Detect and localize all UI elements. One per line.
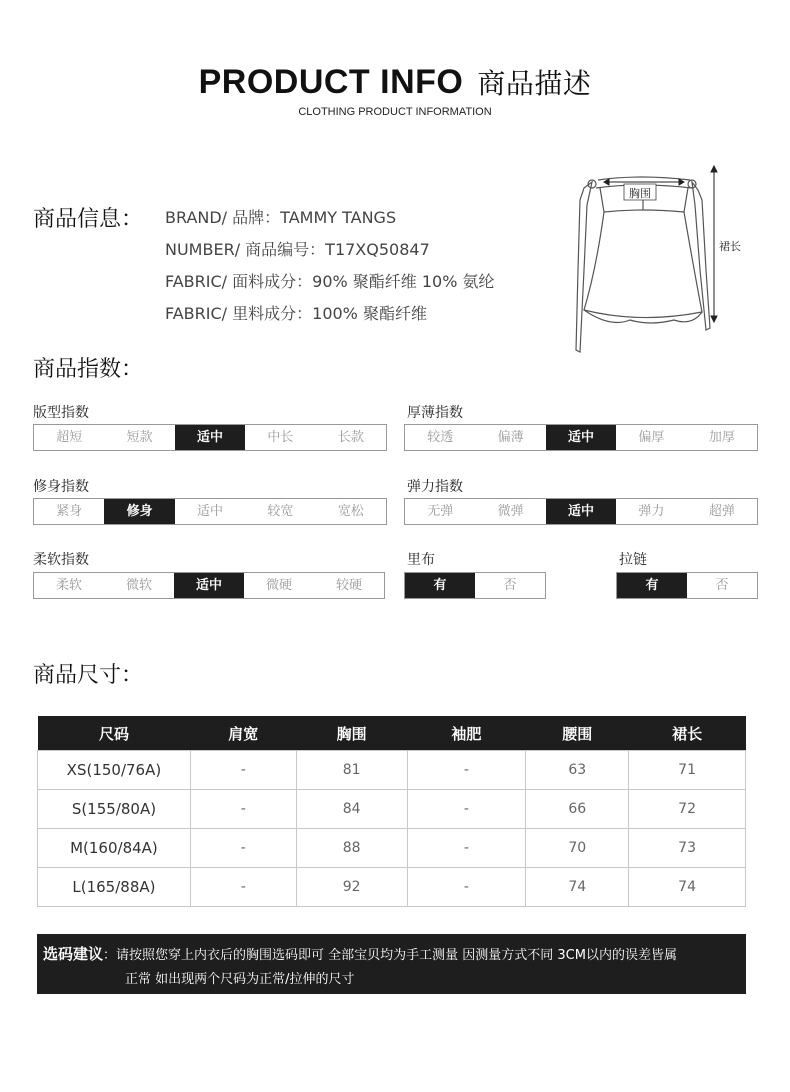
- index-option: 较硬: [335, 578, 362, 593]
- table-row: [38, 790, 746, 829]
- table-row: [38, 868, 746, 907]
- column-header: 袖肥: [407, 716, 526, 751]
- index-label-lining: 里布: [407, 552, 435, 568]
- table-cell: M(160/84A): [38, 829, 191, 868]
- column-header: 尺码: [38, 716, 191, 751]
- index-option: 否: [503, 578, 517, 593]
- column-header: 胸围: [296, 716, 407, 751]
- index-option: 偏薄: [497, 430, 524, 445]
- table-cell: 70: [526, 829, 629, 868]
- column-header: 肩宽: [190, 716, 296, 751]
- table-cell: -: [190, 751, 296, 790]
- index-scale-softness: [33, 572, 385, 599]
- index-option-selected: 修身: [104, 499, 174, 524]
- title-en: PRODUCT INFO: [198, 63, 464, 101]
- column-header: 裙长: [629, 716, 746, 751]
- index-option: 否: [715, 578, 729, 593]
- index-scale-thickness: [404, 424, 758, 451]
- index-option: 紧身: [56, 504, 83, 519]
- index-option: 宽松: [337, 504, 364, 519]
- index-option: 短款: [126, 430, 153, 445]
- info-number: NUMBER/ 商品编号：T17XQ50847: [165, 240, 430, 259]
- index-option: 较宽: [267, 504, 294, 519]
- size-advice-banner: [37, 934, 746, 994]
- sizes-heading: 商品尺寸：: [33, 663, 144, 688]
- index-option: 较透: [427, 430, 454, 445]
- size-table: [37, 716, 746, 907]
- advice-line-1: [43, 942, 740, 968]
- table-cell: S(155/80A): [38, 790, 191, 829]
- index-label-zipper: 拉链: [619, 552, 647, 568]
- index-option: 超弹: [708, 504, 735, 519]
- table-cell: -: [407, 868, 526, 907]
- index-option-selected: 有: [405, 573, 475, 598]
- table-cell: XS(150/76A): [38, 751, 191, 790]
- index-label-thickness: 厚薄指数: [407, 405, 463, 421]
- index-option: 中长: [267, 430, 294, 445]
- table-header-row: [38, 716, 746, 751]
- index-option: 超短: [56, 430, 83, 445]
- index-scale-slim: [33, 498, 387, 525]
- index-scale-zipper: [616, 572, 758, 599]
- bust-label: 胸围: [629, 187, 651, 200]
- length-label: 裙长: [719, 240, 741, 253]
- page-subtitle: CLOTHING PRODUCT INFORMATION: [298, 106, 492, 118]
- table-cell: -: [407, 790, 526, 829]
- table-row: [38, 829, 746, 868]
- index-option: 无弹: [427, 504, 454, 519]
- index-option: 加厚: [708, 430, 735, 445]
- table-cell: 88: [296, 829, 407, 868]
- table-cell: 73: [629, 829, 746, 868]
- table-cell: 72: [629, 790, 746, 829]
- index-label-softness: 柔软指数: [33, 552, 89, 568]
- info-heading: 商品信息：: [33, 207, 144, 232]
- index-label-fit-length: 版型指数: [33, 405, 89, 421]
- index-label-elasticity: 弹力指数: [407, 479, 463, 495]
- index-option: 微硬: [265, 578, 292, 593]
- index-scale-lining: [404, 572, 546, 599]
- page-title: [0, 62, 790, 102]
- index-option-selected: 适中: [175, 425, 245, 450]
- garment-diagram: [570, 160, 755, 355]
- table-cell: -: [190, 868, 296, 907]
- table-cell: 84: [296, 790, 407, 829]
- table-cell: 74: [526, 868, 629, 907]
- index-scale-fit-length: [33, 424, 387, 451]
- index-option: 弹力: [638, 504, 665, 519]
- table-cell: -: [190, 829, 296, 868]
- table-cell: L(165/88A): [38, 868, 191, 907]
- advice-label: 选码建议: [43, 945, 104, 963]
- table-cell: 81: [296, 751, 407, 790]
- table-cell: -: [407, 829, 526, 868]
- table-row: [38, 751, 746, 790]
- index-option-selected: 适中: [174, 573, 244, 598]
- title-cn: 商品描述: [477, 67, 592, 100]
- index-option: 柔软: [55, 578, 82, 593]
- table-cell: 74: [629, 868, 746, 907]
- advice-text-1: ：请按照您穿上内衣后的胸围选码即可 全部宝贝均为手工测量 因测量方式不同 3CM以内的误差皆属: [103, 948, 677, 963]
- info-lining: FABRIC/ 里料成分：100% 聚酯纤维: [165, 304, 427, 323]
- info-brand: BRAND/ 品牌：TAMMY TANGS: [165, 208, 397, 227]
- table-cell: -: [407, 751, 526, 790]
- table-cell: 92: [296, 868, 407, 907]
- index-option: 微软: [125, 578, 152, 593]
- index-scale-elasticity: [404, 498, 758, 525]
- index-option-selected: 适中: [546, 425, 616, 450]
- table-cell: 71: [629, 751, 746, 790]
- index-option: 偏厚: [638, 430, 665, 445]
- index-option-selected: 有: [617, 573, 687, 598]
- table-cell: -: [190, 790, 296, 829]
- index-option: 长款: [337, 430, 364, 445]
- index-option: 适中: [197, 504, 224, 519]
- table-cell: 66: [526, 790, 629, 829]
- index-option: 微弹: [497, 504, 524, 519]
- info-fabric: FABRIC/ 面料成分：90% 聚酯纤维 10% 氨纶: [165, 272, 495, 291]
- index-option-selected: 适中: [546, 499, 616, 524]
- column-header: 腰围: [526, 716, 629, 751]
- table-cell: 63: [526, 751, 629, 790]
- advice-text-2: 正常 如出现两个尺码为正常/拉伸的尺寸: [125, 972, 355, 987]
- dress-sketch: [570, 160, 755, 355]
- index-label-slim: 修身指数: [33, 479, 89, 495]
- indices-heading: 商品指数：: [33, 357, 144, 382]
